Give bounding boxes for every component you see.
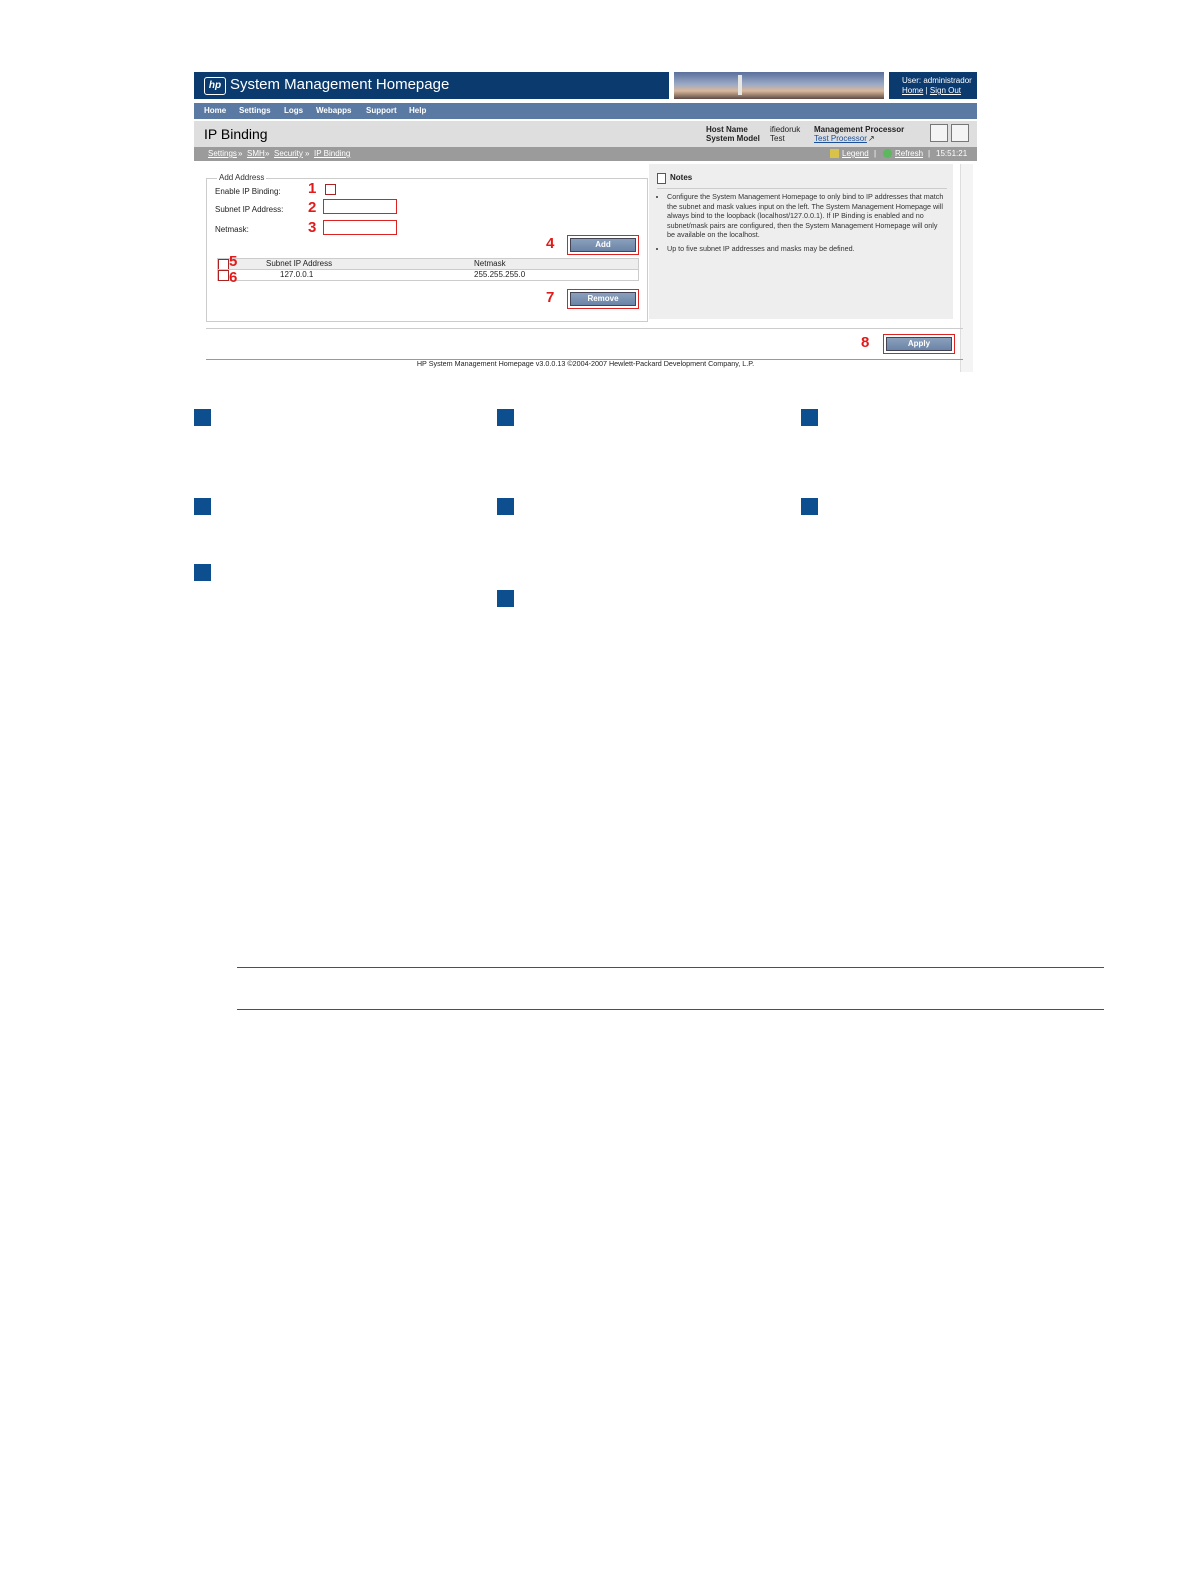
document-icon	[657, 173, 666, 184]
nav-settings[interactable]: Settings	[239, 106, 271, 115]
notes-panel	[649, 164, 953, 319]
callout-marker	[194, 564, 211, 581]
breadcrumb-sep: »	[265, 149, 270, 158]
user-box	[889, 72, 977, 99]
add-address-fieldset	[206, 173, 648, 322]
nav-home[interactable]: Home	[204, 106, 227, 115]
legend-icon	[830, 149, 839, 158]
annotation-2: 2	[308, 199, 317, 216]
note-rule-top	[237, 967, 1104, 968]
toolbar-sep: |	[928, 149, 931, 158]
callout-marker	[497, 409, 514, 426]
host-name-value: ifiedoruk	[770, 125, 801, 134]
column-subnet-ip: Subnet IP Address	[266, 259, 333, 268]
external-link-icon: ↗	[868, 134, 875, 143]
breadcrumb-sep: »	[238, 149, 243, 158]
smh-screenshot	[194, 72, 977, 376]
nav-webapps[interactable]: Webapps	[316, 106, 352, 115]
hp-logo-icon: hp	[204, 77, 226, 95]
toolbar-sep: |	[874, 149, 877, 158]
annotation-3: 3	[308, 219, 317, 236]
callout-marker	[497, 498, 514, 515]
annotation-8: 8	[861, 334, 870, 351]
footer: HP System Management Homepage v3.0.0.13 ©2004-2007 Hewlett-Packard Development Company, L.P.	[416, 359, 755, 368]
callout-marker	[801, 409, 818, 426]
enable-ip-binding-checkbox[interactable]	[325, 184, 336, 195]
subnet-ip-input[interactable]	[323, 199, 397, 214]
row-subnet: 127.0.0.1	[280, 270, 314, 279]
apply-bar	[206, 328, 963, 360]
user-label: User: administrador	[902, 76, 972, 85]
link-separator: |	[925, 86, 928, 95]
header-bar	[194, 72, 669, 99]
nav-logs[interactable]: Logs	[284, 106, 304, 115]
remove-button[interactable]: Remove	[570, 292, 636, 306]
apply-button-highlight	[883, 334, 955, 354]
main-nav	[194, 103, 977, 119]
nav-help[interactable]: Help	[409, 106, 427, 115]
netmask-input[interactable]	[323, 220, 397, 235]
row-netmask: 255.255.255.0	[474, 270, 526, 279]
notes-title: Notes	[670, 173, 693, 182]
list-view-icon[interactable]	[930, 124, 948, 142]
breadcrumb-sep: »	[305, 149, 310, 158]
add-button[interactable]: Add	[570, 238, 636, 252]
host-name-label: Host Name	[706, 125, 748, 134]
title-bar	[194, 121, 977, 148]
table-row	[217, 269, 639, 281]
sign-out-link[interactable]: Sign Out	[929, 86, 962, 95]
breadcrumb	[194, 147, 977, 161]
netmask-label: Netmask:	[215, 225, 249, 234]
mgmt-processor-label: Management Processor	[814, 125, 905, 134]
apply-button[interactable]: Apply	[886, 337, 952, 351]
system-model-value: Test	[770, 134, 785, 143]
annotation-5: 5	[229, 253, 238, 270]
grid-view-icon[interactable]	[951, 124, 969, 142]
system-model-label: System Model	[706, 134, 760, 143]
annotation-1: 1	[308, 180, 317, 197]
breadcrumb-smh[interactable]: SMH	[247, 149, 265, 158]
callout-marker	[194, 498, 211, 515]
notes-item: • Up to five subnet IP addresses and masks may be defined.	[667, 244, 947, 254]
app-title: System Management Homepage	[230, 76, 450, 93]
user-links	[902, 86, 961, 95]
breadcrumb-settings[interactable]: Settings	[208, 149, 237, 158]
home-link[interactable]: Home	[902, 86, 924, 95]
add-button-highlight	[567, 235, 639, 255]
annotation-7: 7	[546, 289, 555, 306]
notes-divider	[657, 188, 947, 189]
row-checkbox[interactable]	[218, 270, 229, 281]
refresh-link[interactable]: Refresh	[895, 149, 924, 158]
subnet-ip-label: Subnet IP Address:	[215, 205, 284, 214]
breadcrumb-security[interactable]: Security	[274, 149, 303, 158]
annotation-6: 6	[229, 269, 238, 286]
nav-support[interactable]: Support	[366, 106, 397, 115]
notes-list	[653, 192, 947, 257]
enable-ip-binding-label: Enable IP Binding:	[215, 187, 281, 196]
column-netmask: Netmask	[474, 259, 506, 268]
remove-button-highlight	[567, 289, 639, 309]
clock: 15:51:21	[936, 149, 968, 158]
mgmt-processor-link[interactable]: Test Processor	[814, 134, 867, 143]
add-address-title: Add Address	[219, 173, 265, 182]
page-title: IP Binding	[204, 126, 268, 142]
legend-link[interactable]: Legend	[842, 149, 869, 158]
callout-marker	[497, 590, 514, 607]
notes-item: • Configure the System Management Homepage to only bind to IP addresses that match the subnet and mask values input on the left. The System Management Homepage will always bind to the loopback (localhost/127.0.0.1). If IP Binding is enabled and no subnet/mask pairs are configured, then the System Management Homepage will only be available on the localhost.	[667, 192, 947, 240]
refresh-icon	[883, 149, 892, 158]
callout-marker	[801, 498, 818, 515]
header-banner-image	[674, 72, 884, 99]
callout-marker	[194, 409, 211, 426]
note-rule-bottom	[237, 1009, 1104, 1010]
lighthouse-icon	[738, 75, 742, 95]
annotation-4: 4	[546, 235, 555, 252]
breadcrumb-ip-binding[interactable]: IP Binding	[314, 149, 351, 158]
